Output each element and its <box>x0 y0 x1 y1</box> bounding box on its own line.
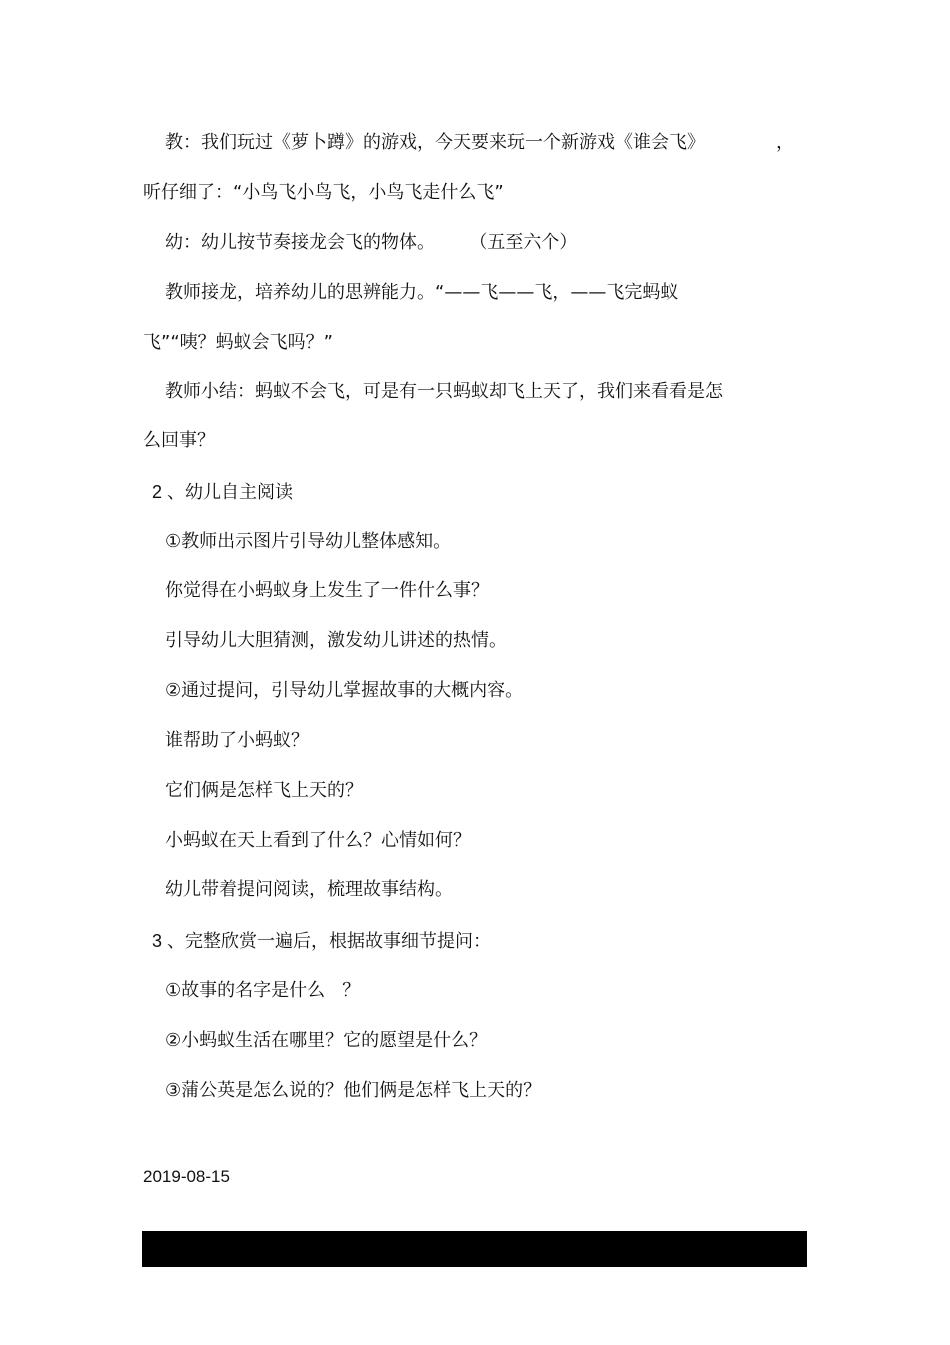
paragraph-teacher-intro: 教：我们玩过《萝卜蹲》的游戏，今天要来玩一个新游戏《谁会飞》 <box>165 132 705 153</box>
paragraph-teacher-chain: 教师接龙，培养幼儿的思辨能力。“——飞——飞，——飞完蚂蚁 <box>165 282 679 303</box>
paragraph-dandelion: ③蒲公英是怎么说的？他们俩是怎样飞上天的？ <box>165 1080 542 1101</box>
paragraph-guess: 引导幼儿大胆猜测，激发幼儿讲述的热情。 <box>165 630 507 651</box>
paragraph-story-name: ①故事的名字是什么 ？ <box>165 980 361 1001</box>
paragraph-where-live: ②小蚂蚁生活在哪里？它的愿望是什么？ <box>165 1030 488 1051</box>
footer-date: 2019-08-15 <box>143 1167 230 1186</box>
footer-black-bar <box>142 1231 807 1267</box>
paragraph-children-chain: 幼：幼儿按节奏接龙会飞的物体。 （五至六个） <box>165 232 578 253</box>
paragraph-what-saw: 小蚂蚁在天上看到了什么？心情如何？ <box>165 830 471 851</box>
section-heading-2: 2 、幼儿自主阅读 <box>152 482 294 502</box>
paragraph-question-what-happened: 你觉得在小蚂蚁身上发生了一件什么事？ <box>165 580 489 601</box>
paragraph-read-with-questions: 幼儿带着提问阅读，梳理故事结构。 <box>165 879 453 900</box>
trailing-comma: ， <box>776 132 794 153</box>
paragraph-listen-carefully: 听仔细了：“小鸟飞小鸟飞，小鸟飞走什么飞” <box>143 182 504 203</box>
paragraph-summary-end: 么回事？ <box>143 430 215 451</box>
paragraph-show-pictures: ①教师出示图片引导幼儿整体感知。 <box>165 531 452 552</box>
paragraph-questioning: ②通过提问，引导幼儿掌握故事的大概内容。 <box>165 680 524 701</box>
paragraph-who-helped: 谁帮助了小蚂蚁？ <box>165 730 309 751</box>
paragraph-how-fly: 它们俩是怎样飞上天的？ <box>165 780 363 801</box>
section-heading-3: 3 、完整欣赏一遍后，根据故事细节提问： <box>152 931 492 951</box>
paragraph-teacher-summary: 教师小结：蚂蚁不会飞，可是有一只蚂蚁却飞上天了，我们来看看是怎 <box>165 381 723 402</box>
paragraph-ant-fly-question: 飞”“咦？蚂蚁会飞吗？” <box>143 332 333 353</box>
